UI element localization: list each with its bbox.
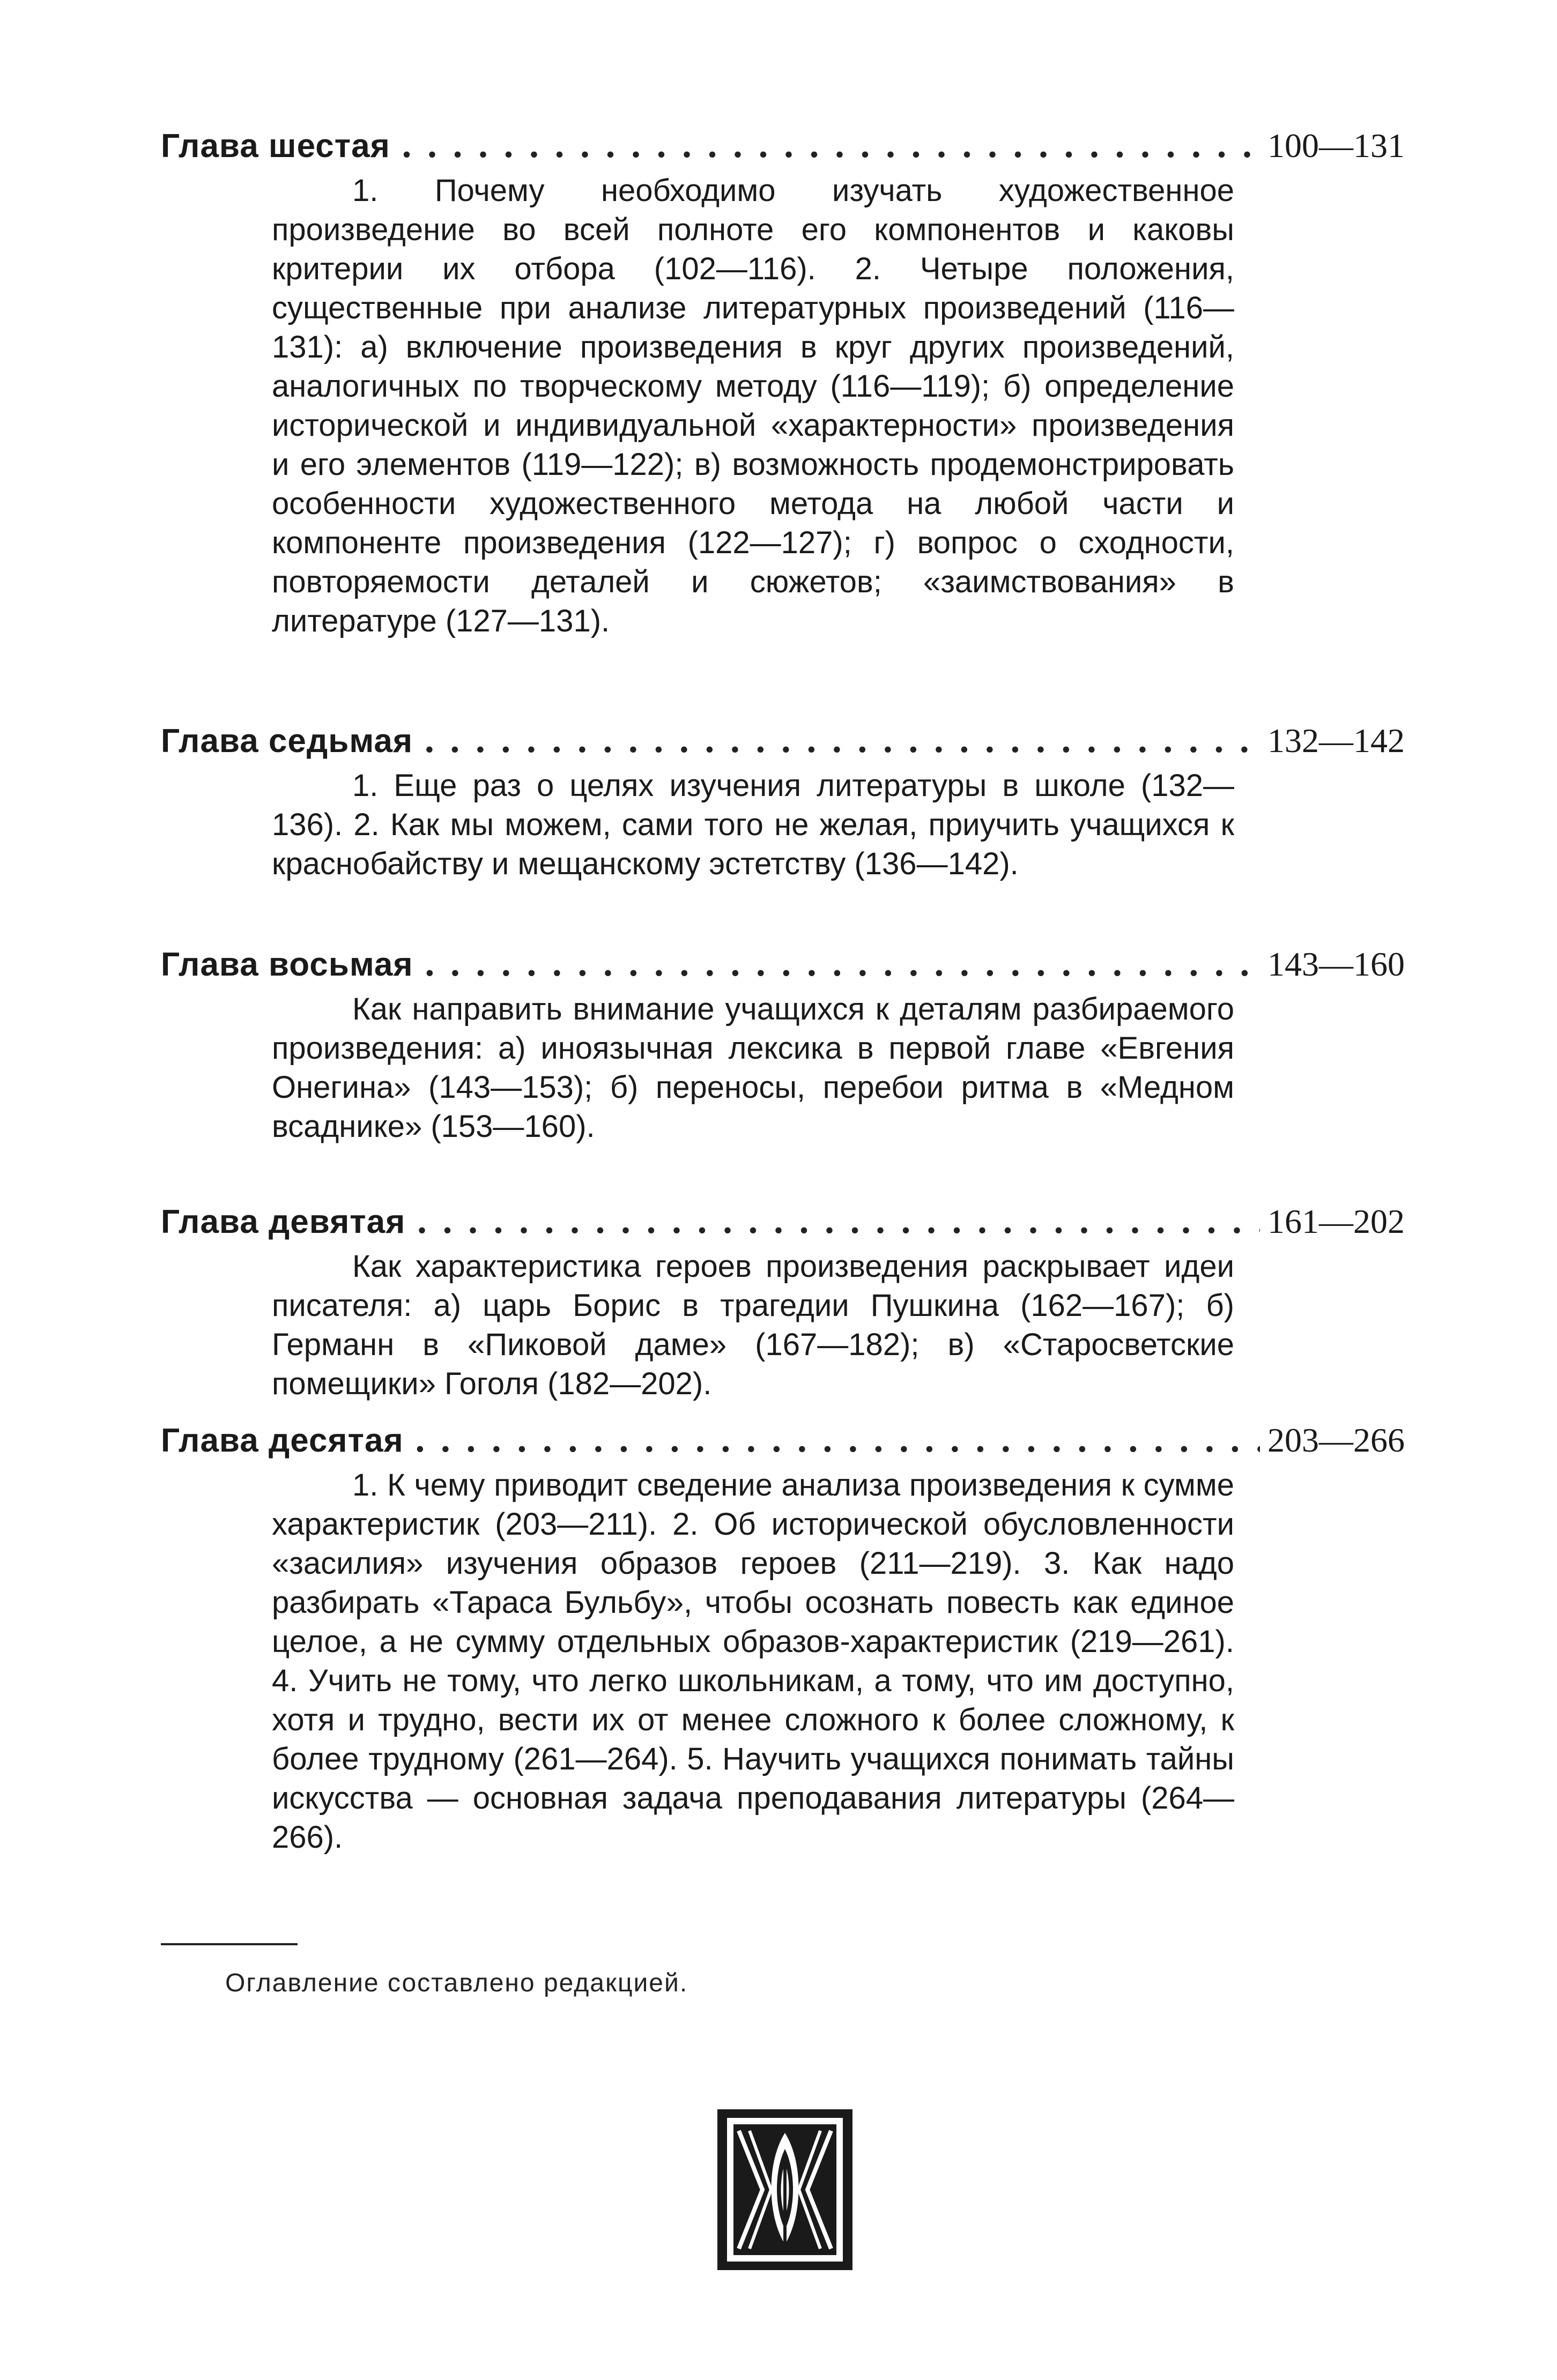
chapter-title: Глава девятая	[161, 1203, 406, 1240]
page-range: 100—131	[1267, 127, 1405, 165]
chapter-description: 1. Еще раз о целях изучения литературы в школе (132—136). 2. Как мы можем, сами того не желая, приучить учащихся к краснобайству и мещанскому эстетству (136—142).	[272, 768, 1234, 881]
toc-entry-heading	[161, 1196, 1405, 1246]
toc-entry-chapter-6	[161, 121, 1405, 641]
chapter-description: Как направить внимание учащихся к деталям разбираемого произведения: а) иноязычная лексика в первой главе «Евгения Онегина» (143—153); б) переносы, перебои ритма в «Медном всаднике» (153—160).	[272, 992, 1234, 1144]
page-range: 143—160	[1267, 945, 1405, 983]
toc-entry-heading	[161, 1415, 1405, 1464]
toc-entry-heading	[161, 939, 1405, 988]
chapter-title: Глава седьмая	[161, 723, 413, 760]
footnote-rule	[161, 1943, 298, 1945]
chapter-title: Глава восьмая	[161, 946, 413, 983]
dot-leader	[417, 1196, 1260, 1246]
dot-leader	[416, 1415, 1260, 1464]
chapter-description: 1. К чему приводит сведение анализа произведения к сумме характеристик (203—211). 2. Об исторической обусловленности «засилия» изучения образов героев (211—219). 3. Как надо разбирать «Тараса Бульбу», чтобы осознать повесть как единое целое, а не сумму отдельных образов-характеристик (219—261). 4. Учить не тому, что легко школьникам, а тому, что им доступно, хотя и трудно, вести их от менее сложного к более сложному, к более трудному (261—264). 5. Научить учащихся понимать тайны искусства — основная задача преподавания литературы (264—266).	[272, 1468, 1234, 1855]
page-range: 161—202	[1267, 1202, 1405, 1240]
chapter-title: Глава шестая	[161, 128, 390, 165]
dot-leader	[425, 939, 1260, 988]
toc-entry-chapter-8	[161, 939, 1405, 1146]
page-range: 132—142	[1267, 722, 1405, 760]
dot-leader	[402, 121, 1260, 170]
dot-leader	[425, 716, 1260, 765]
toc-entry-chapter-10	[161, 1415, 1405, 1857]
toc-entry-heading	[161, 716, 1405, 765]
chapter-description: 1. Почему необходимо изучать художественное произведение во всей полноте его компонентов и каковы критерии их отбора (102—116). 2. Четыре положения, существенные при анализе литературных произведений (116—131): а) включение произведения в круг других произведений, аналогичных по творческому методу (116—119); б) определение исторической и индивидуальной «характерности» произведения и его элементов (119—122); в) возможность продемонстрировать особенности художественного метода на любой части и компоненте произведения (122—127); г) вопрос о сходности, повторяемости деталей и сюжетов; «заимствования» в литературе (127—131).	[272, 173, 1234, 638]
chapter-title: Глава десятая	[161, 1422, 404, 1459]
toc-entry-chapter-7	[161, 716, 1405, 883]
toc-entry-heading	[161, 121, 1405, 170]
toc-entry-chapter-9	[161, 1196, 1405, 1403]
chapter-description: Как характеристика героев произведения раскрывает идеи писателя: а) царь Борис в трагедии Пушкина (162—167); б) Германн в «Пиковой даме» (167—182); в) «Старосветские помещики» Гоголя (182—202).	[272, 1249, 1234, 1401]
publisher-emblem-icon	[717, 2109, 852, 2270]
page-range: 203—266	[1267, 1421, 1405, 1459]
footnote: Оглавление составлено редакцией.	[225, 1969, 688, 1997]
